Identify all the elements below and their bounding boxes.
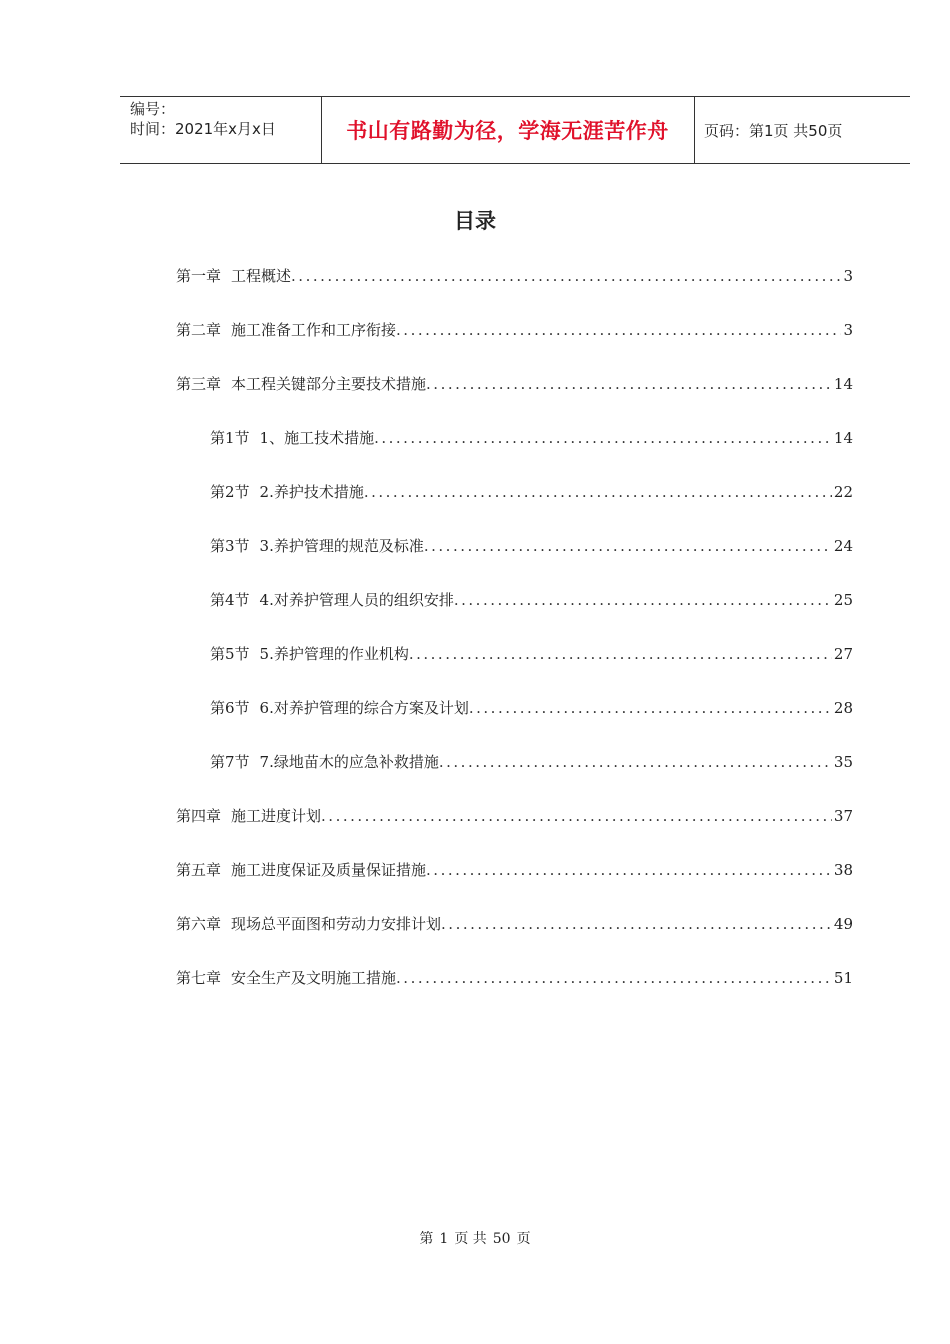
toc-entry-text: 现场总平面图和劳动力安排计划 [231, 915, 442, 933]
toc-entry-page: 22 [833, 483, 853, 501]
toc-leader-dots [364, 478, 832, 506]
toc-entry-label [210, 532, 424, 560]
footer-total-pages: 50 [492, 1231, 511, 1247]
toc-entry[interactable] [176, 370, 853, 424]
toc-entry-page: 37 [833, 807, 853, 825]
header-info-cell [120, 97, 322, 163]
toc-entry-number: 第一章 [176, 267, 222, 285]
date-label: 时间：2021年x月x日 [130, 120, 276, 138]
footer-suffix: 页 [516, 1231, 531, 1247]
toc-entry-page: 24 [833, 537, 853, 555]
page-header [120, 96, 910, 164]
toc-entry-text: 施工进度保证及质量保证措施 [231, 861, 427, 879]
toc-entry[interactable] [176, 424, 853, 478]
toc-leader-dots [426, 370, 832, 398]
toc-entry[interactable] [176, 748, 853, 802]
toc-entry-number: 第四章 [176, 807, 222, 825]
toc-leader-dots [374, 424, 832, 452]
toc-entry[interactable] [176, 694, 853, 748]
header-page-info: 页码：第1页 共50页 [704, 121, 843, 140]
toc-entry[interactable] [176, 478, 853, 532]
toc-entry-text: 6.对养护管理的综合方案及计划 [259, 699, 469, 717]
toc-entry-text: 2.养护技术措施 [259, 483, 364, 501]
toc-entry-page: 14 [833, 375, 853, 393]
toc-leader-dots [321, 802, 832, 830]
toc-entry-label [176, 370, 426, 398]
toc-entry-number: 第2节 [210, 483, 250, 501]
toc-entry-label [210, 424, 374, 452]
toc-leader-dots [396, 964, 832, 992]
toc-entry-text: 施工准备工作和工序衔接 [231, 321, 397, 339]
toc-entry-label [210, 694, 469, 722]
page-title: 目录 [454, 209, 496, 233]
toc-entry[interactable] [176, 802, 853, 856]
toc-entry-number: 第1节 [210, 429, 250, 447]
toc-entry-page: 3 [843, 267, 853, 285]
toc-entry-label [210, 748, 439, 776]
toc-entry-text: 5.养护管理的作业机构 [259, 645, 409, 663]
toc-entry-label [210, 478, 364, 506]
footer-current-page: 1 [439, 1231, 449, 1247]
toc-entry-page: 51 [833, 969, 853, 987]
toc-entry-number: 第六章 [176, 915, 222, 933]
toc-leader-dots [469, 694, 832, 722]
footer-middle: 页 共 [454, 1231, 487, 1247]
toc-entry-label [176, 910, 441, 938]
toc-entry[interactable] [176, 856, 853, 910]
toc-entry-label [176, 964, 396, 992]
toc-entry-text: 3.养护管理的规范及标准 [259, 537, 424, 555]
toc-entry-label [176, 802, 321, 830]
toc-entry[interactable] [176, 316, 853, 370]
toc-leader-dots [441, 910, 832, 938]
toc-entry-text: 本工程关键部分主要技术措施 [231, 375, 427, 393]
toc-entry-page: 38 [833, 861, 853, 879]
toc-entry-page: 28 [833, 699, 853, 717]
toc-entry-page: 25 [833, 591, 853, 609]
toc-leader-dots [396, 316, 841, 344]
toc-leader-dots [424, 532, 832, 560]
toc-entry-label [210, 586, 454, 614]
header-motto: 书山有路勤为径，学海无涯苦作舟 [321, 97, 695, 163]
toc-entry[interactable] [176, 532, 853, 586]
toc-entry-label [176, 262, 291, 290]
toc-entry[interactable] [176, 640, 853, 694]
toc-entry-text: 安全生产及文明施工措施 [231, 969, 397, 987]
toc-entry[interactable] [176, 586, 853, 640]
footer-prefix: 第 [419, 1231, 434, 1247]
toc-entry-label [210, 640, 409, 668]
toc-entry[interactable] [176, 910, 853, 964]
toc-leader-dots [439, 748, 832, 776]
toc-entry-number: 第3节 [210, 537, 250, 555]
toc-entry-page: 35 [833, 753, 853, 771]
toc-entry-page: 27 [833, 645, 853, 663]
page-footer [0, 1228, 950, 1248]
toc-entry-page: 49 [833, 915, 853, 933]
toc-entry-number: 第三章 [176, 375, 222, 393]
toc-entry-label [176, 316, 396, 344]
toc-entry-number: 第7节 [210, 753, 250, 771]
toc-entry-number: 第二章 [176, 321, 222, 339]
toc-entry-page: 14 [833, 429, 853, 447]
toc-leader-dots [454, 586, 832, 614]
toc-entry-text: 工程概述 [231, 267, 292, 285]
toc-entry-text: 施工进度计划 [231, 807, 322, 825]
toc-entry-number: 第5节 [210, 645, 250, 663]
toc-entry-number: 第6节 [210, 699, 250, 717]
toc-entry[interactable] [176, 964, 853, 1018]
toc-entry-number: 第五章 [176, 861, 222, 879]
toc-entry[interactable] [176, 262, 853, 316]
serial-label: 编号： [130, 100, 176, 118]
toc-leader-dots [291, 262, 841, 290]
toc-entry-number: 第七章 [176, 969, 222, 987]
toc-entry-label [176, 856, 426, 884]
toc-leader-dots [409, 640, 832, 668]
toc-leader-dots [426, 856, 832, 884]
toc-entry-text: 7.绿地苗木的应急补救措施 [259, 753, 439, 771]
toc-entry-page: 3 [843, 321, 853, 339]
toc-entry-number: 第4节 [210, 591, 250, 609]
toc-entry-text: 4.对养护管理人员的组织安排 [259, 591, 454, 609]
toc-entry-text: 1、施工技术措施 [259, 429, 375, 447]
table-of-contents [176, 262, 853, 1018]
